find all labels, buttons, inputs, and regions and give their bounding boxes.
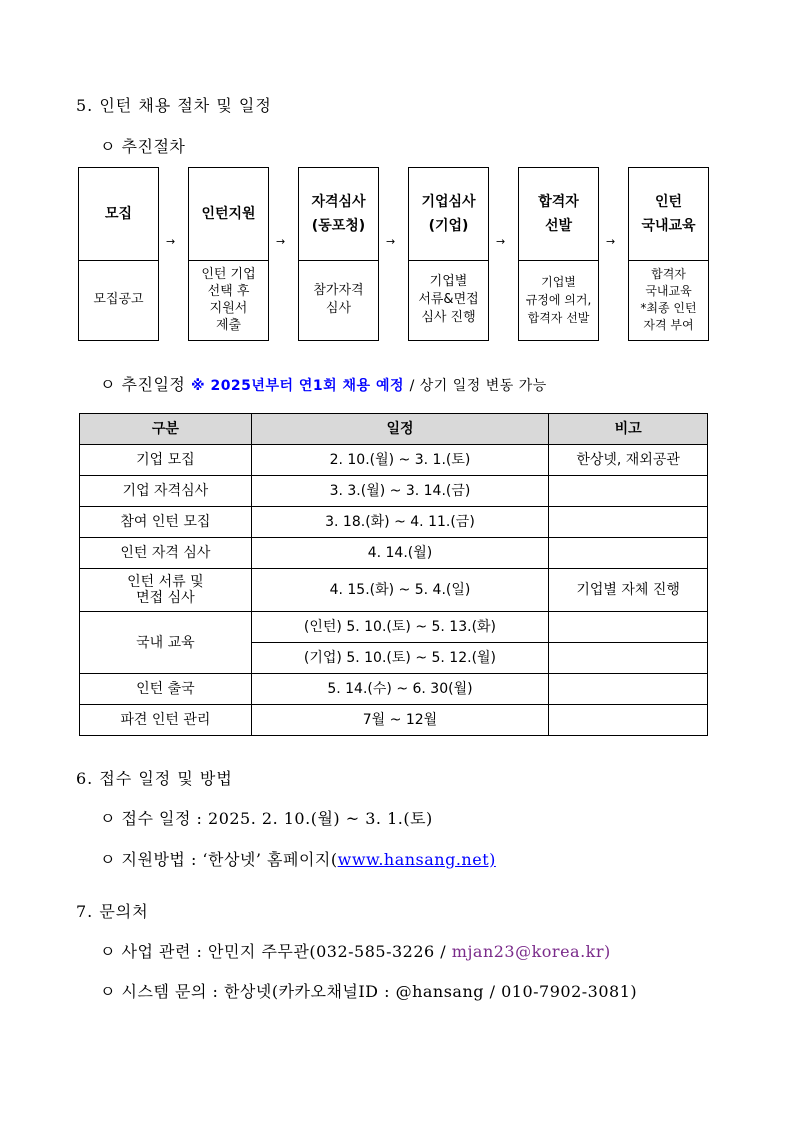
business-contact-label: ㅇ 사업 관련 : 안민지 주무관(032-585-3226 /	[100, 942, 452, 961]
row-date: 3. 18.(화) ~ 4. 11.(금)	[251, 507, 549, 538]
row-note	[549, 674, 708, 705]
flow-step-4	[408, 167, 489, 341]
business-contact	[100, 939, 611, 962]
row-note	[549, 643, 708, 674]
row-note: 기업별 자체 진행	[549, 569, 708, 612]
application-period: ㅇ 접수 일정 : 2025. 2. 10.(월) ~ 3. 1.(토)	[100, 809, 433, 828]
table-row	[80, 445, 708, 476]
row-category: 기업 자격심사	[80, 476, 252, 507]
application-method	[100, 847, 496, 870]
flow-step-desc: 참가자격 심사	[313, 283, 364, 316]
flow-step-6	[628, 167, 709, 341]
flow-step-title: 기업심사 (기업)	[409, 168, 488, 261]
row-note: 한상넷, 재외공관	[549, 445, 708, 476]
table-row	[80, 507, 708, 538]
table-row	[80, 569, 708, 612]
flow-step-title: 모집	[79, 168, 158, 261]
flow-step-desc: 합격자 국내교육 *최종 인턴 자격 부여	[640, 267, 697, 332]
table-row	[80, 612, 708, 643]
flow-step-title: 합격자 선발	[519, 168, 598, 261]
row-date: (인턴) 5. 10.(토) ~ 5. 13.(화)	[251, 612, 549, 643]
schedule-note: ※ 2025년부터 연1회 채용 예정	[190, 378, 404, 394]
row-date: 5. 14.(수) ~ 6. 30(월)	[251, 674, 549, 705]
section7-title: 7. 문의처	[76, 902, 149, 921]
procedure-label: ㅇ 추진절차	[100, 137, 186, 156]
flow-step-2	[188, 167, 269, 341]
flow-step-title: 인턴지원	[189, 168, 268, 261]
application-method-label: ㅇ 지원방법 : ‘한상넷’ 홈페이지(	[100, 850, 338, 869]
schedule-label: ㅇ 추진일정	[100, 375, 186, 394]
row-category: 기업 모집	[80, 445, 252, 476]
schedule-suffix: / 상기 일정 변동 가능	[409, 378, 547, 394]
flow-arrow: →	[386, 235, 396, 248]
flow-step-3	[298, 167, 379, 341]
flow-arrow: →	[166, 235, 176, 248]
flow-step-1	[78, 167, 159, 341]
row-category: 인턴 출국	[80, 674, 252, 705]
section6-title: 6. 접수 일정 및 방법	[76, 769, 233, 788]
row-date: 7월 ~ 12월	[251, 705, 549, 736]
row-note	[549, 705, 708, 736]
row-category: 참여 인턴 모집	[80, 507, 252, 538]
row-note	[549, 538, 708, 569]
table-row	[80, 476, 708, 507]
flow-step-title: 인턴 국내교육	[629, 168, 708, 261]
flow-arrow: →	[606, 235, 616, 248]
flow-step-5	[518, 167, 599, 341]
row-category: 인턴 자격 심사	[80, 538, 252, 569]
system-contact: ㅇ 시스템 문의 : 한상넷(카카오채널ID : @hansang / 010-7902-3081)	[100, 982, 638, 1001]
table-row	[80, 705, 708, 736]
header-date: 일정	[251, 414, 549, 445]
hansang-link[interactable]: www.hansang.net)	[337, 850, 496, 869]
row-date: 4. 14.(월)	[251, 538, 549, 569]
row-category: 국내 교육	[80, 612, 252, 674]
row-note	[549, 507, 708, 538]
flow-step-title: 자격심사 (동포청)	[299, 168, 378, 261]
row-category: 파견 인턴 관리	[80, 705, 252, 736]
row-date: 2. 10.(월) ~ 3. 1.(토)	[251, 445, 549, 476]
schedule-table	[79, 413, 708, 736]
flow-step-desc: 기업별 규정에 의거, 합격자 선발	[525, 275, 592, 325]
section5-title: 5. 인턴 채용 절차 및 일정	[76, 96, 272, 115]
flow-step-desc: 인턴 기업 선택 후 지원서 제출	[201, 267, 256, 333]
row-note	[549, 476, 708, 507]
flow-step-desc: 모집공고	[93, 292, 144, 307]
header-category: 구분	[80, 414, 252, 445]
row-date: 3. 3.(월) ~ 3. 14.(금)	[251, 476, 549, 507]
flow-step-desc: 기업별 서류&면접 심사 진행	[418, 274, 479, 325]
business-email-link[interactable]: mjan23@korea.kr)	[451, 942, 611, 961]
header-note: 비고	[549, 414, 708, 445]
table-row	[80, 538, 708, 569]
flow-arrow: →	[496, 235, 506, 248]
table-header-row	[80, 414, 708, 445]
row-date: 4. 15.(화) ~ 5. 4.(일)	[251, 569, 549, 612]
row-category: 인턴 서류 및 면접 심사	[80, 569, 252, 612]
row-note	[549, 612, 708, 643]
table-row	[80, 674, 708, 705]
schedule-label-line	[100, 372, 547, 395]
flow-arrow: →	[276, 235, 286, 248]
row-date: (기업) 5. 10.(토) ~ 5. 12.(월)	[251, 643, 549, 674]
